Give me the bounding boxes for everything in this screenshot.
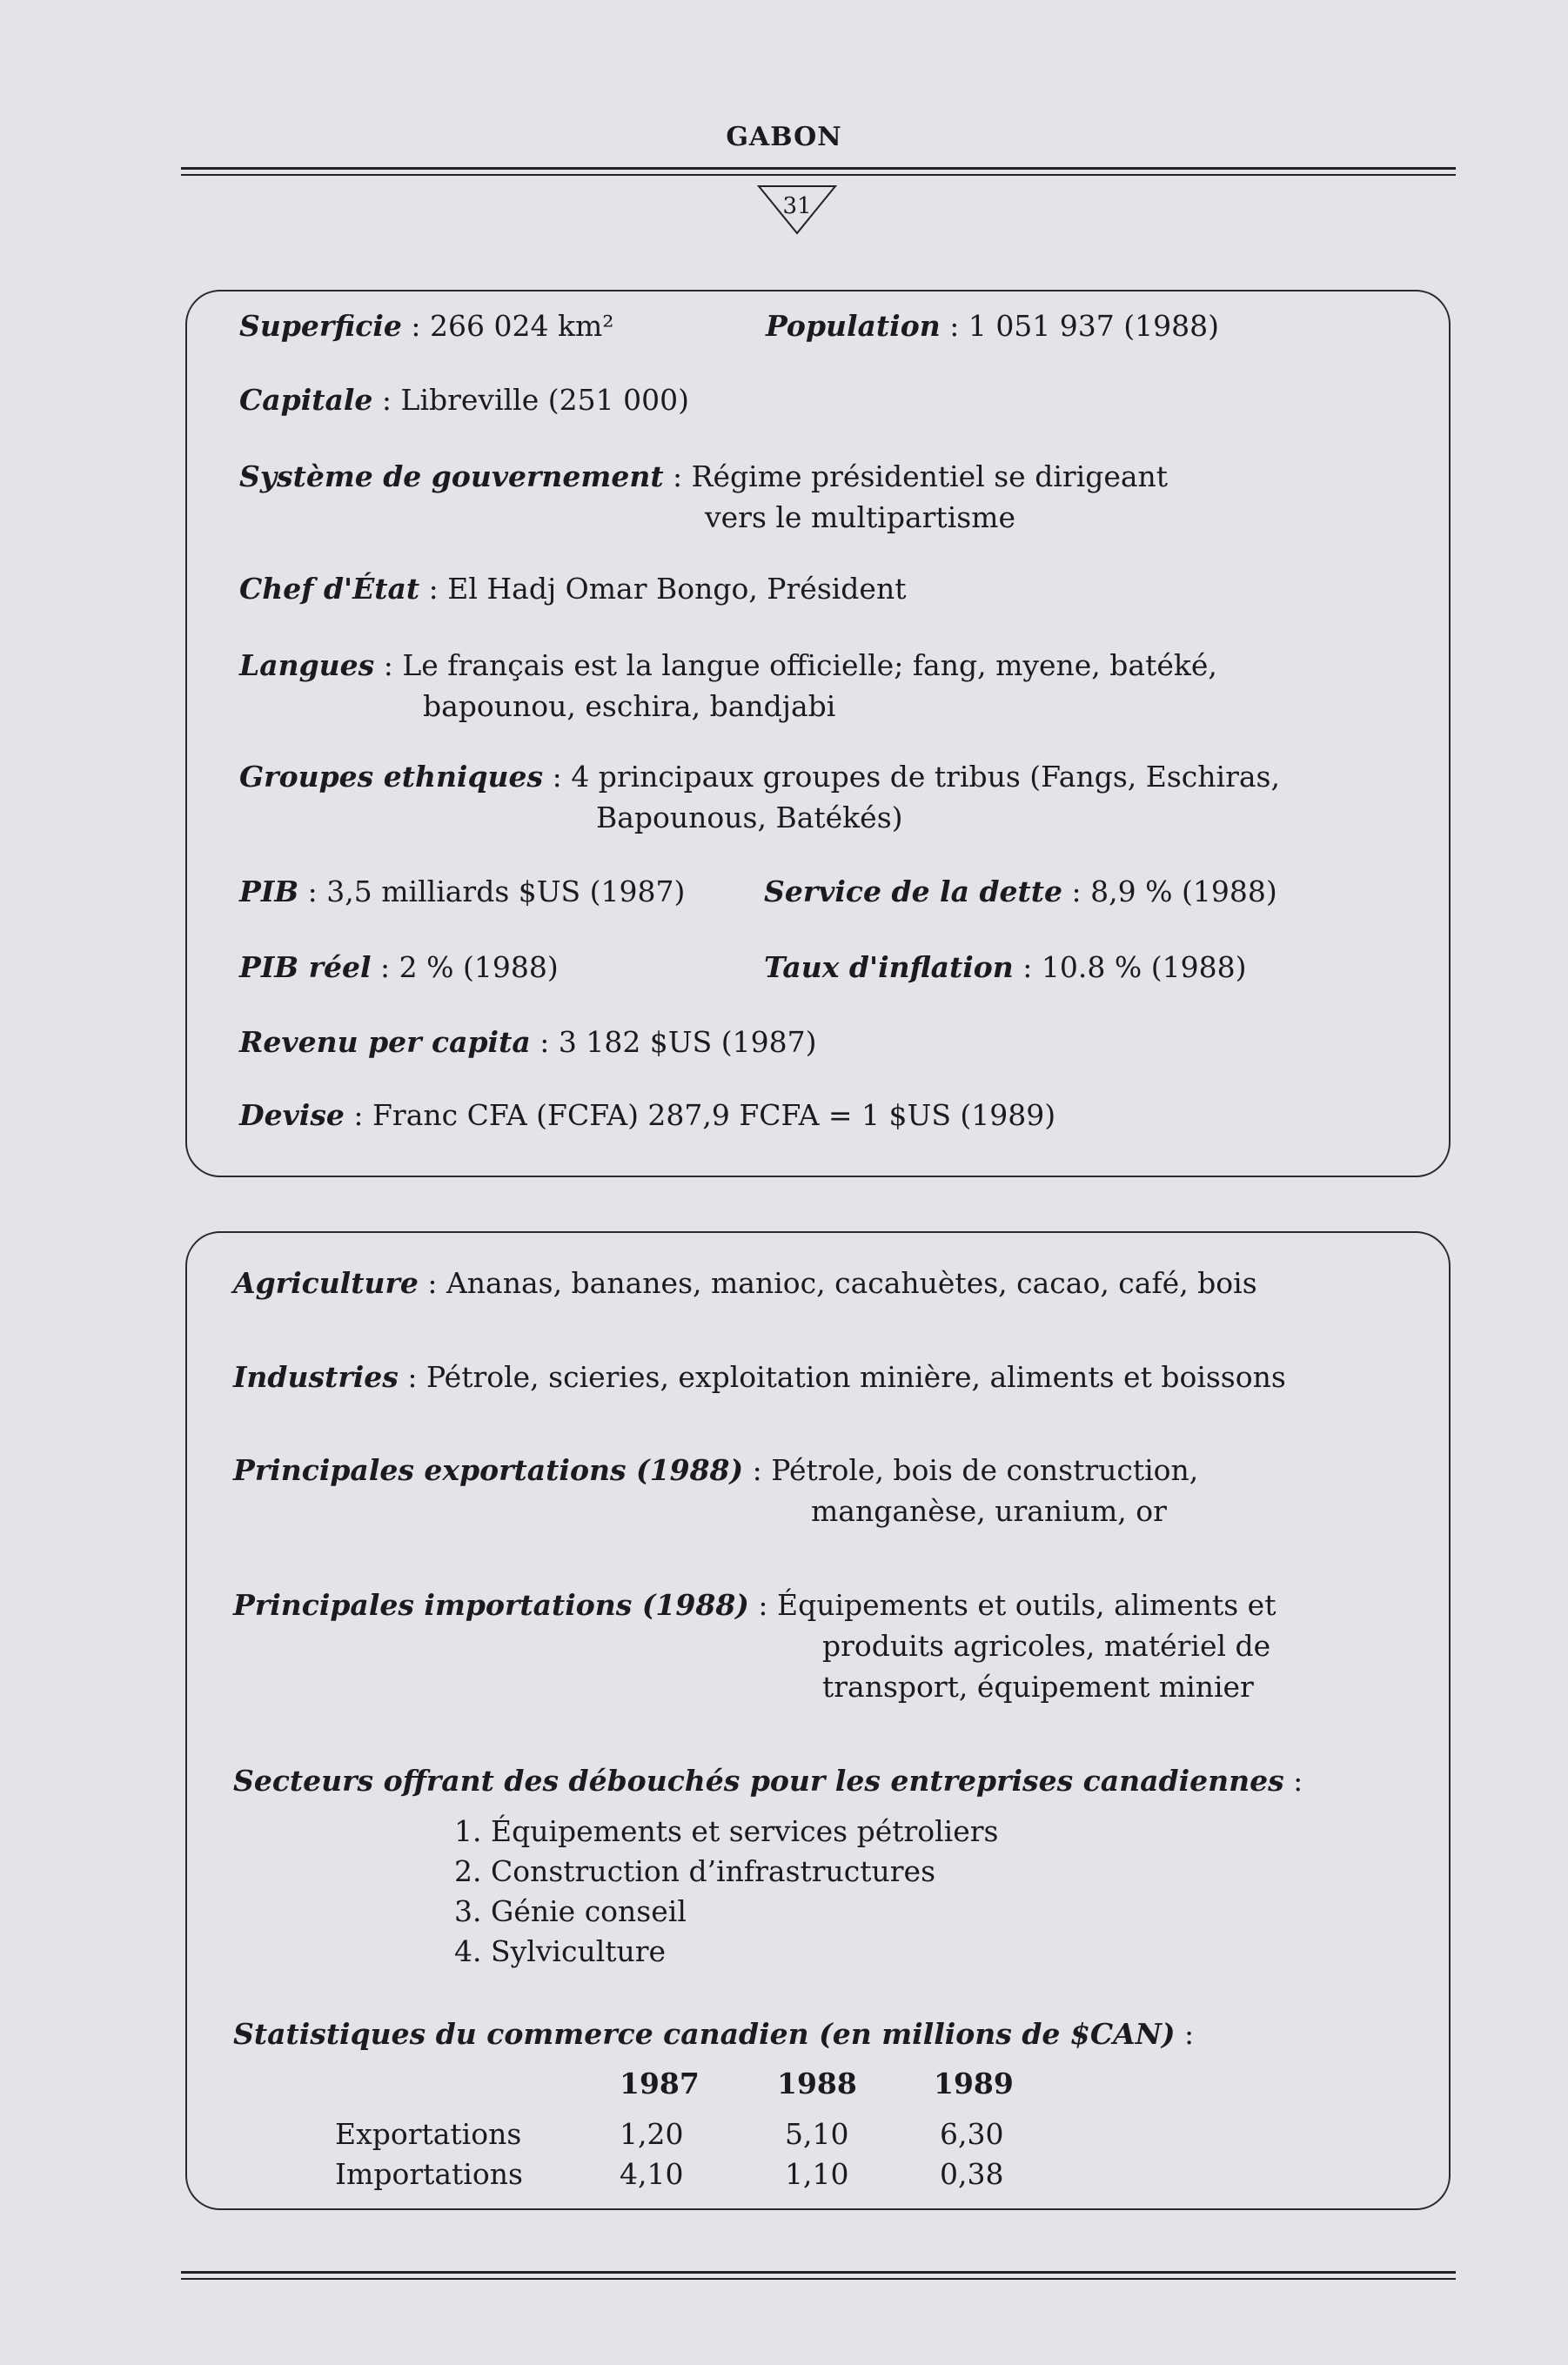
secteur-item-3: 3. Génie conseil [454,1894,687,1928]
pib-reel-row: PIB réel : 2 % (1988) [239,950,559,984]
stats-row-exportations-label: Exportations [335,2117,522,2151]
langues-row: Langues : Le français est la langue officielle; fang, myene, batéké, [239,648,1217,682]
groupes-line-2: Bapounous, Batékés) [596,801,903,834]
running-header: GABON [726,122,842,152]
importations-line-3: transport, équipement minier [822,1670,1254,1704]
stats-year-1987: 1987 [620,2067,700,2100]
secteur-item-4: 4. Sylviculture [454,1934,667,1968]
footer-rule-thin [181,2278,1456,2280]
stats-cell: 6,30 [940,2117,1004,2151]
header-rule-thin [181,174,1456,176]
exportations-row: Principales exportations (1988) : Pétrole, bois de construction, [233,1453,1199,1487]
stats-cell: 1,20 [620,2117,684,2151]
stats-year-1988: 1988 [777,2067,857,2100]
secteur-item-2: 2. Construction d’infrastructures [454,1854,936,1888]
capitale-row: Capitale : Libreville (251 000) [239,383,689,417]
stats-cell: 0,38 [940,2157,1004,2191]
groupes-row: Groupes ethniques : 4 principaux groupes de tribus (Fangs, Eschiras, [239,760,1280,794]
stats-cell: 4,10 [620,2157,684,2191]
population-row: Population : 1 051 937 (1988) [766,309,1219,343]
secteurs-heading: Secteurs offrant des débouchés pour les entreprises canadiennes : [233,1764,1303,1798]
dette-row: Service de la dette : 8,9 % (1988) [764,874,1277,908]
footer-rule [181,2271,1456,2274]
stats-row-importations-label: Importations [335,2157,523,2191]
inflation-row: Taux d'inflation : 10.8 % (1988) [764,950,1247,984]
systeme-row: Système de gouvernement : Régime présidentiel se dirigeant [239,459,1169,493]
importations-line-2: produits agricoles, matériel de [822,1629,1271,1663]
page-number: 31 [782,193,812,219]
agriculture-row: Agriculture : Ananas, bananes, manioc, cacahuètes, cacao, café, bois [233,1266,1257,1300]
pib-row: PIB : 3,5 milliards $US (1987) [239,874,686,908]
importations-row: Principales importations (1988) : Équipements et outils, aliments et [233,1588,1277,1622]
stats-cell: 1,10 [785,2157,849,2191]
secteur-item-1: 1. Équipements et services pétroliers [454,1814,999,1848]
superficie-row: Superficie : 266 024 km² [239,309,614,343]
stats-heading: Statistiques du commerce canadien (en millions de $CAN) : [233,2017,1195,2051]
header-rule [181,167,1456,170]
stats-year-1989: 1989 [934,2067,1014,2100]
revenu-row: Revenu per capita : 3 182 $US (1987) [239,1025,817,1059]
chef-etat-row: Chef d'État : El Hadj Omar Bongo, Président [239,572,907,606]
systeme-line-2: vers le multipartisme [705,500,1016,534]
stats-cell: 5,10 [785,2117,849,2151]
industries-row: Industries : Pétrole, scieries, exploitation minière, aliments et boissons [233,1360,1286,1394]
exportations-line-2: manganèse, uranium, or [811,1494,1167,1528]
langues-line-2: bapounou, eschira, bandjabi [423,689,836,723]
devise-row: Devise : Franc CFA (FCFA) 287,9 FCFA = 1 $US (1989) [239,1098,1056,1132]
